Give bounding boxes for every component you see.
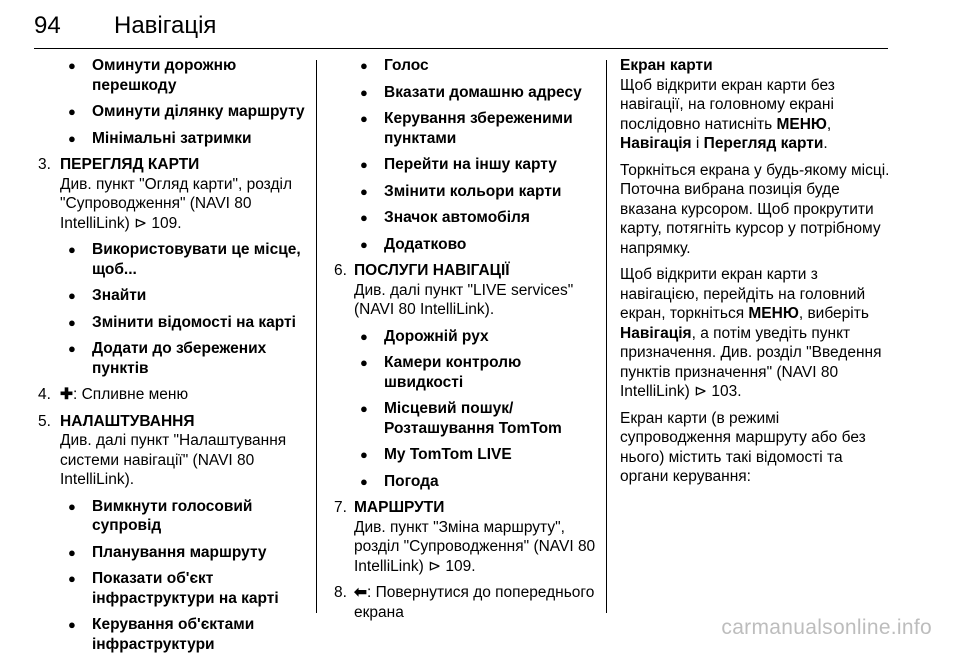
column-divider [606, 60, 607, 613]
list-item: ● Місцевий пошук/ Розташування TomTom [334, 399, 602, 438]
list-item: ● Перейти на іншу карту [334, 155, 602, 175]
paragraph: Щоб відкрити екран карти без навігації, на головному екрані послідовно натисніть МЕНЮ, Навігація і Перегляд карти. [620, 76, 835, 152]
plus-icon: ✚ [60, 386, 73, 403]
page-title: Навігація [114, 12, 217, 39]
paragraph: Екран карти (в режимі супроводження маршруту або без нього) містить такі відомості та органи керування: [620, 409, 866, 485]
numbered-item: 6. ПОСЛУГИ НАВІГАЦІЇ Див. далі пункт "LIVE services" (NAVI 80 IntelliLink). [334, 262, 574, 318]
list-item: ● Планування маршруту [38, 543, 310, 563]
list-item: ● Змінити кольори карти [334, 182, 602, 202]
page-number: 94 [34, 12, 61, 39]
numbered-item: 8. ⬅: Повернутися до попереднього екрана [334, 584, 595, 621]
back-arrow-icon: ⬅ [354, 584, 367, 601]
section-heading: НАЛАШТУВАННЯ [60, 412, 195, 430]
list-item: ● Додати до збережених пунктів [38, 339, 310, 378]
numbered-item: 5. НАЛАШТУВАННЯ Див. далі пункт "Налаштування системи навігації" (NAVI 80 IntelliLink). [38, 412, 287, 488]
list-item: ● Значок автомобіля [334, 208, 602, 228]
section-heading: ПОСЛУГИ НАВІГАЦІЇ [354, 262, 510, 279]
numbered-item: 4. ✚: Спливне меню [38, 386, 189, 403]
list-item: ● Додатково [334, 235, 602, 255]
list-item: ● Показати об'єкт інфраструктури на карті [38, 569, 310, 608]
column-2 [334, 56, 602, 629]
list-item: ● Керування збереженими пунктами [334, 109, 602, 148]
paragraph: Щоб відкрити екран карти з навігацією, перейдіть на головний екран, торкніться МЕНЮ, виберіть Навігація, а потім уведіть пункт призначення. Див. розділ "Введення пунктів призначення" (NAVI 80 IntelliLink) ⊳ 103. [620, 266, 882, 400]
list-item: ● Дорожній рух [334, 327, 602, 347]
page-header [34, 0, 888, 49]
numbered-item: 7. МАРШРУТИ Див. пункт "Зміна маршруту", розділ "Супроводження" (NAVI 80 IntelliLink) ⊳ 109. [334, 499, 596, 575]
list-item: ● Змінити відомості на карті [38, 313, 310, 333]
list-item: ● Камери контролю швидкості [334, 353, 602, 392]
list-item: ● Оминути дорожню перешкоду [38, 56, 310, 95]
section-heading: Екран карти [620, 57, 713, 74]
list-item: ● Вказати домашню адресу [334, 83, 602, 103]
list-item: ● Знайти [38, 286, 310, 306]
paragraph: Торкніться екрана у будь-якому місці. Поточна вибрана позиція буде вказана курсором. Щоб прокрутити карту, потягніть курсор у потрібному напрямку. [620, 161, 890, 257]
numbered-item: 3. ПЕРЕГЛЯД КАРТИ Див. пункт "Огляд карти", розділ "Супроводження" (NAVI 80 IntelliLink) ⊳ 109. [38, 156, 292, 232]
list-item: ● Мінімальні затримки [38, 129, 310, 149]
watermark: carmanualsonline.info [721, 616, 932, 639]
list-item: ● Використовувати це місце, щоб... [38, 240, 310, 279]
list-item: ● Оминути ділянку маршруту [38, 102, 310, 122]
list-item: ● Погода [334, 472, 602, 492]
list-item: ● My TomTom LIVE [334, 445, 602, 465]
section-heading: ПЕРЕГЛЯД КАРТИ [60, 156, 200, 173]
column-divider [316, 60, 317, 613]
section-heading: МАРШРУТИ [354, 499, 445, 516]
list-item: ● Керування об'єктами інфраструктури [38, 615, 310, 654]
list-item: ● Голос [334, 56, 602, 76]
list-item: ● Вимкнути голосовий супровід [38, 497, 310, 536]
column-3 [620, 56, 890, 494]
column-1 [38, 56, 310, 661]
